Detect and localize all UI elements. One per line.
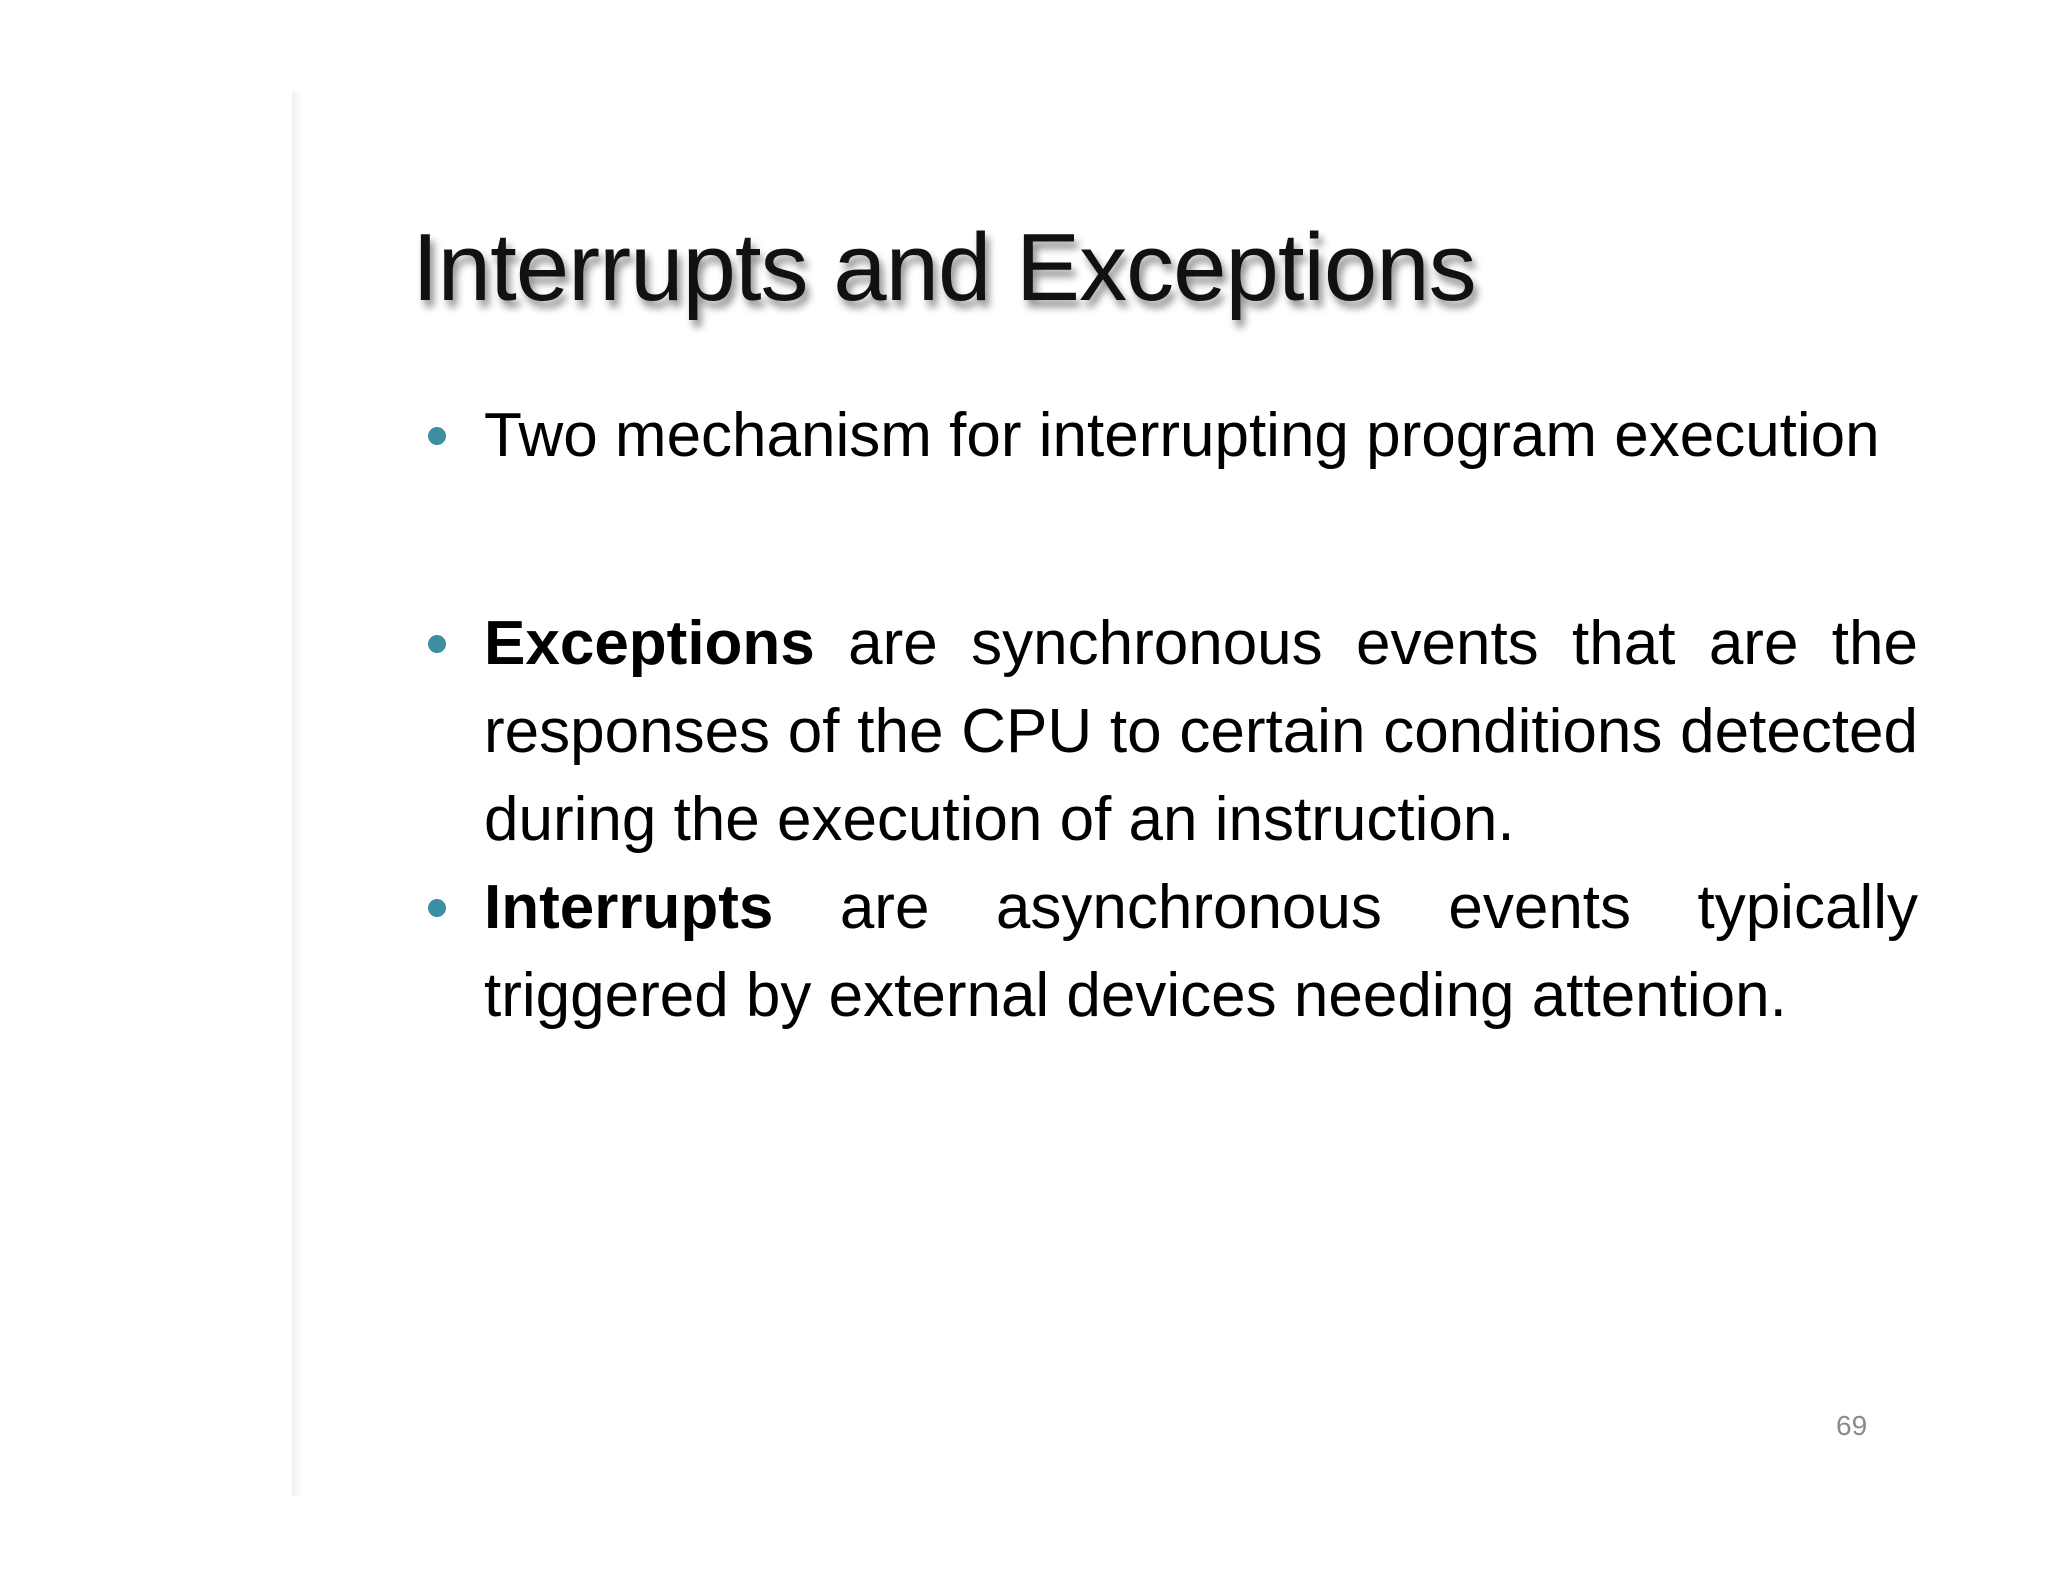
bullet-term: Exceptions: [484, 609, 815, 678]
bullet-item-mechanisms: [428, 392, 1918, 480]
bullet-dot-icon: [428, 427, 446, 445]
bullet-dot-icon: [428, 899, 446, 917]
bullet-list: [428, 392, 1918, 1040]
bullet-text: Two mechanism for interrupting program execution: [484, 401, 1880, 470]
bullet-item-interrupts: [428, 864, 1918, 1040]
bullet-item-exceptions: [428, 600, 1918, 864]
slide: [300, 92, 1930, 1496]
bullet-term: Interrupts: [484, 873, 774, 942]
page-number: 69: [1836, 1410, 1868, 1441]
slide-title: Interrupts and Exceptions: [412, 214, 1476, 321]
bullet-text: are asynchronous events typically triggered by external devices needing attention.: [484, 873, 1918, 1030]
bullet-dot-icon: [428, 635, 446, 653]
bullet-text: are synchronous events that are the responses of the CPU to certain conditions detected during the execution of an instruction.: [484, 609, 1918, 854]
